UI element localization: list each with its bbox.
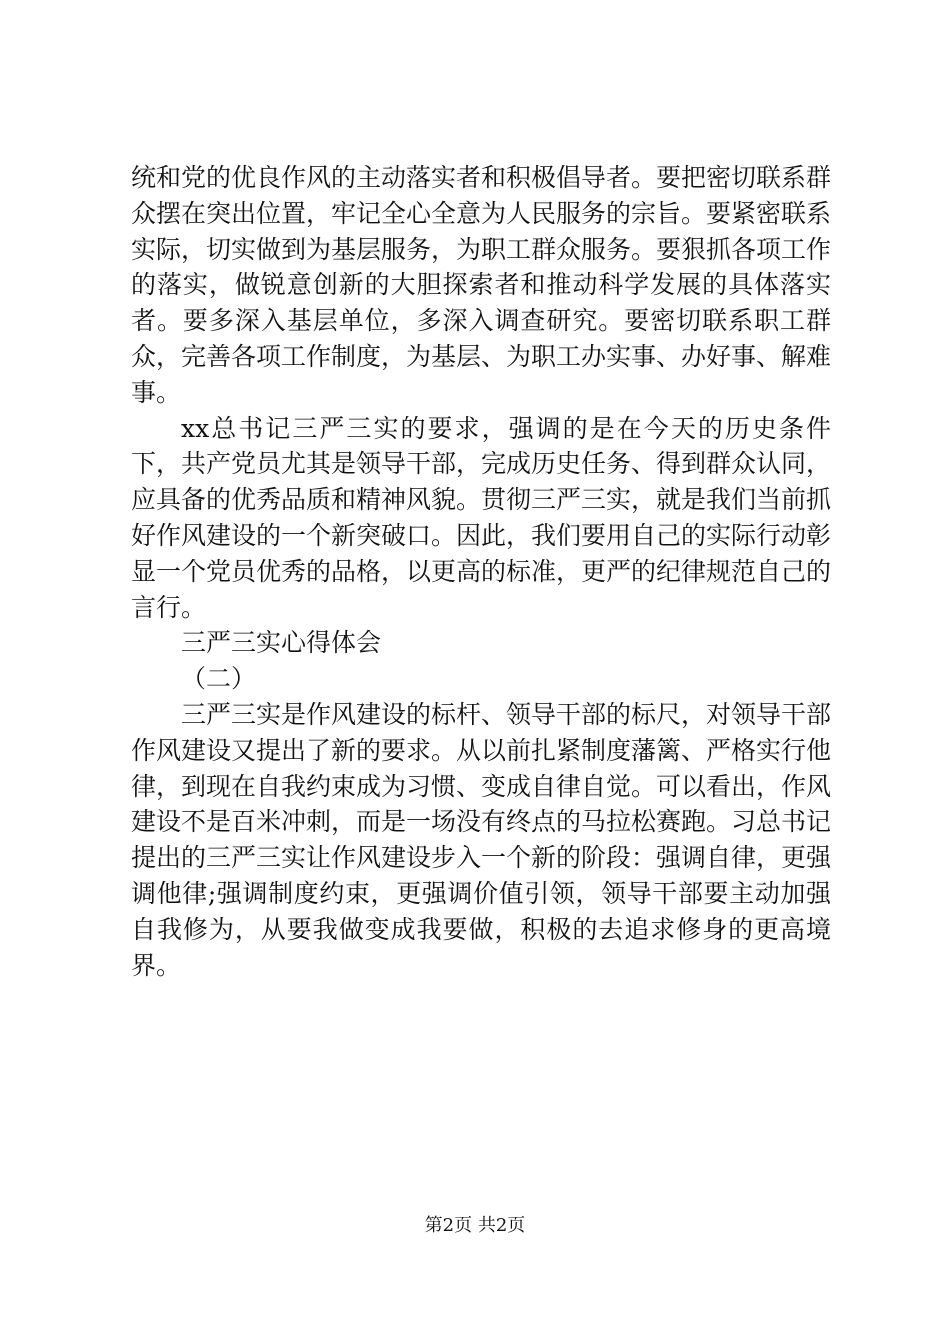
section-title: 三严三实心得体会	[181, 628, 382, 658]
paragraph-continuation: 统和党的优良作风的主动落实者和积极倡导者。要把密切联系群众摆在突出位置，牢记全心全意为人民服务的宗旨。要紧密联系实际，切实做到为基层服务，为职工群众服务。要狠抓各项工作的落实，做锐意创新的大胆探索者和推动科学发展的具体落实者。要多深入基层单位，多深入调查研究。要密切联系职工群众，完善各项工作制度，为基层、为职工办实事、办好事、解难事。	[131, 163, 832, 407]
page-footer	[0, 1214, 950, 1238]
section-number: （二）	[181, 664, 257, 694]
document-body	[131, 160, 831, 983]
paragraph-style-building: 三严三实是作风建设的标杆、领导干部的标尺，对领导干部作风建设又提出了新的要求。从以前扎紧制度藩篱、严格实行他律，到现在自我约束成为习惯、变成自律自觉。可以看出，作风建设不是百米冲刺，而是一场没有终点的马拉松赛跑。习总书记提出的三严三实让作风建设步入一个新的阶段：强调自律，更强调他律;强调制度约束，更强调价值引领，领导干部要主动加强自我修为，从要我做变成我要做，积极的去追求修身的更高境界。	[131, 699, 832, 980]
paragraph-three-stricts-requirement: xx总书记三严三实的要求，强调的是在今天的历史条件下，共产党员尤其是领导干部，完成历史任务、得到群众认同，应具备的优秀品质和精神风貌。贯彻三严三实，就是我们当前抓好作风建设的一个新突破口。因此，我们要用自己的实际行动彰显一个党员优秀的品格，以更高的标准，更严的纪律规范自己的言行。	[131, 413, 832, 622]
page-number-label: 第2页 共2页	[424, 1215, 526, 1236]
